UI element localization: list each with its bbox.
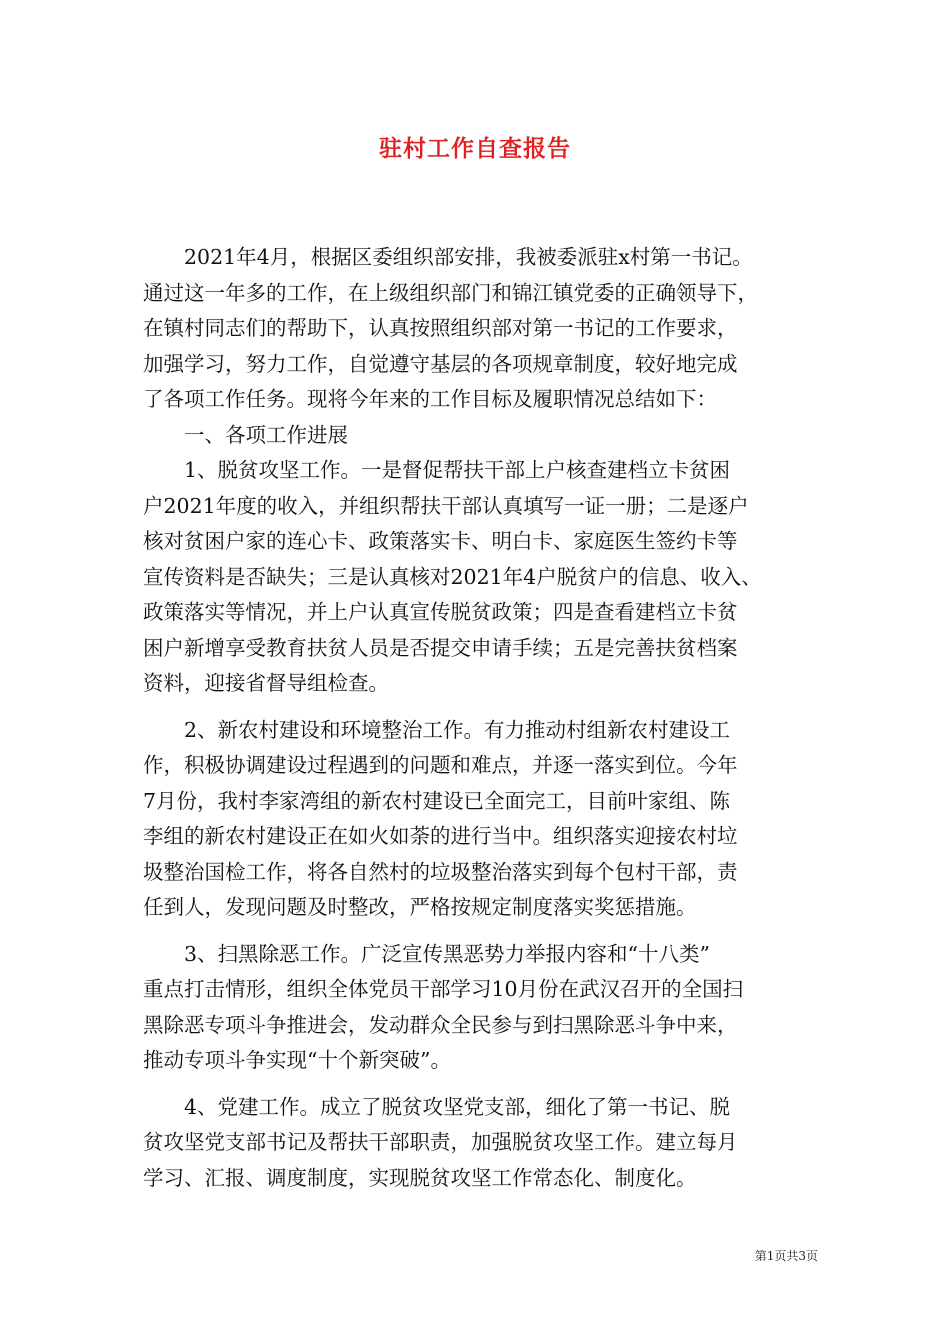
heading-line: 一、各项工作进展 <box>143 422 348 447</box>
text-line: 作，积极协调建设过程遇到的问题和难点，并逐一落实到位。今年 <box>143 753 738 777</box>
text-line: 在镇村同志们的帮助下，认真按照组织部对第一书记的工作要求， <box>143 316 738 340</box>
item-1-paragraph <box>143 453 813 702</box>
document-title: 驻村工作自查报告 <box>379 135 571 162</box>
page-number-footer: 第1页共3页 <box>754 1249 818 1263</box>
text-line: 7月份，我村李家湾组的新农村建设已全面完工，目前叶家组、陈 <box>143 788 731 813</box>
text-line: 了各项工作任务。现将今年来的工作目标及履职情况总结如下： <box>143 387 717 411</box>
text-line: 2021年4月，根据区委组织部安排，我被委派驻x村第一书记。 <box>143 245 753 269</box>
text-line: 圾整治国检工作，将各自然村的垃圾整治落实到每个包村干部，责 <box>143 859 738 884</box>
text-line: 宣传资料是否缺失；三是认真核对2021年4户脱贫户的信息、收入、 <box>143 564 762 589</box>
text-line: 重点打击情形，组织全体党员干部学习10月份在武汉召开的全国扫 <box>143 977 744 1001</box>
section-heading <box>143 418 813 454</box>
document-body <box>143 240 813 1196</box>
paragraph-gap <box>143 1079 813 1090</box>
text-line: 1、脱贫攻坚工作。一是督促帮扶干部上户核查建档立卡贫困 <box>143 458 731 482</box>
item-2-paragraph <box>143 713 813 926</box>
paragraph-gap <box>143 926 813 937</box>
text-line: 困户新增享受教育扶贫人员是否提交申请手续；五是完善扶贫档案 <box>143 635 738 660</box>
text-line: 任到人，发现问题及时整改，严格按规定制度落实奖惩措施。 <box>143 895 697 919</box>
text-line: 贫攻坚党支部书记及帮扶干部职责，加强脱贫攻坚工作。建立每月 <box>143 1130 738 1154</box>
text-line: 李组的新农村建设正在如火如荼的进行当中。组织落实迎接农村垃 <box>143 824 738 848</box>
text-line: 政策落实等情况，并上户认真宣传脱贫政策；四是查看建档立卡贫 <box>143 600 738 624</box>
text-line: 2、新农村建设和环境整治工作。有力推动村组新农村建设工 <box>143 717 731 742</box>
text-line: 学习、汇报、调度制度，实现脱贫攻坚工作常态化、制度化。 <box>143 1165 697 1190</box>
intro-paragraph <box>143 240 813 418</box>
text-line: 通过这一年多的工作，在上级组织部门和锦江镇党委的正确领导下， <box>143 280 758 305</box>
text-line: 核对贫困户家的连心卡、政策落实卡、明白卡、家庭医生签约卡等 <box>143 529 738 553</box>
text-line: 推动专项斗争实现“十个新突破”。 <box>143 1048 451 1072</box>
text-line: 黑除恶专项斗争推进会，发动群众全民参与到扫黑除恶斗争中来， <box>143 1012 738 1037</box>
text-line: 资料，迎接省督导组检查。 <box>143 671 389 695</box>
text-line: 3、扫黑除恶工作。广泛宣传黑恶势力举报内容和“十八类” <box>143 941 711 966</box>
text-line: 户2021年度的收入，并组织帮扶干部认真填写一证一册；二是逐户 <box>143 493 749 518</box>
text-line: 加强学习，努力工作，自觉遵守基层的各项规章制度，较好地完成 <box>143 351 738 376</box>
paragraph-gap <box>143 702 813 713</box>
item-3-paragraph <box>143 937 813 1079</box>
text-line: 4、党建工作。成立了脱贫攻坚党支部，细化了第一书记、脱 <box>143 1094 731 1119</box>
item-4-paragraph <box>143 1090 813 1197</box>
